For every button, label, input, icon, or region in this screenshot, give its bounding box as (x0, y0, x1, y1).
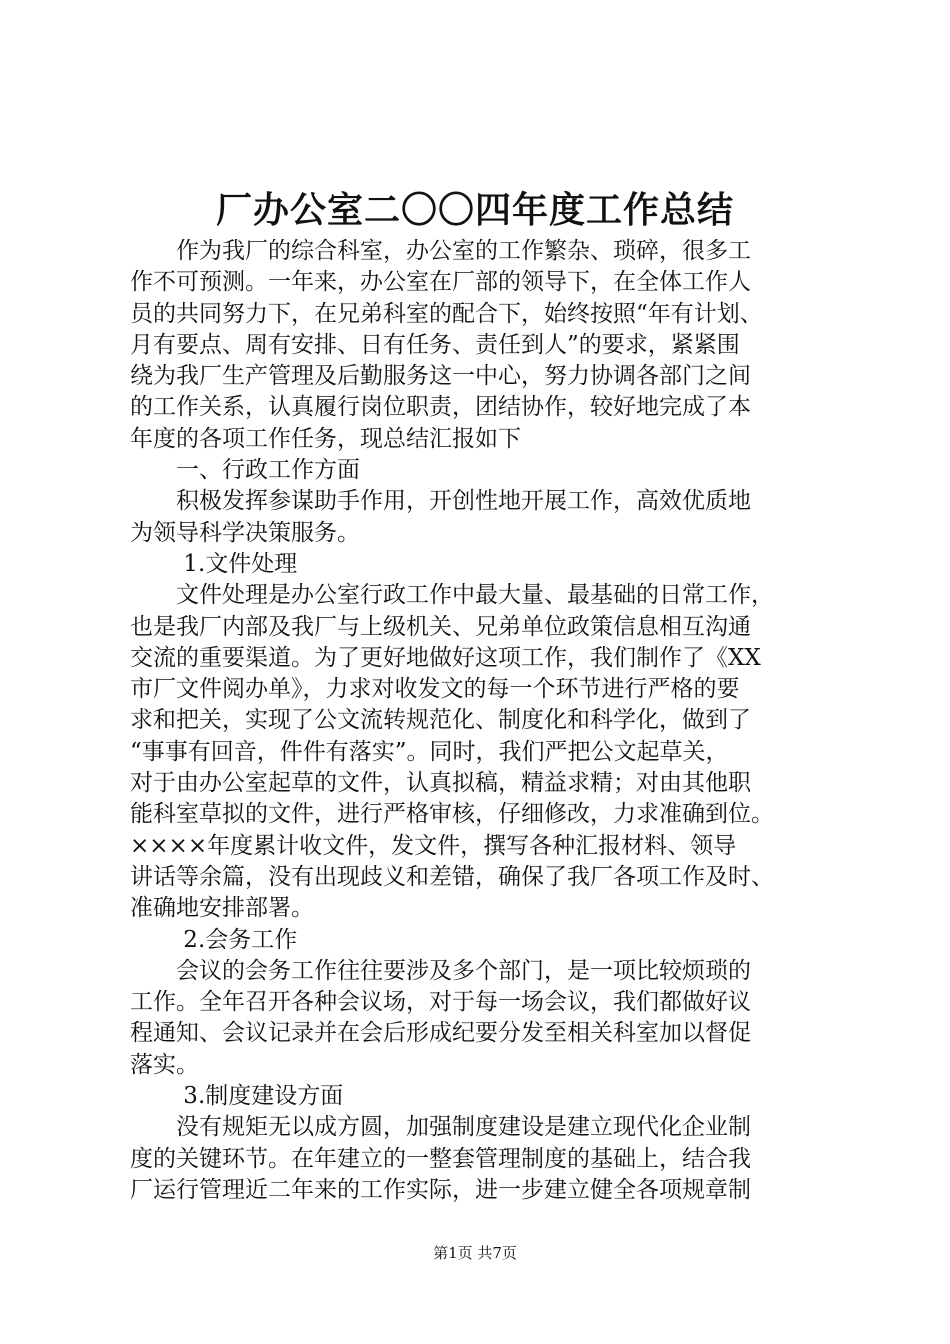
body-line: 能科室草拟的文件，进行严格审核，仔细修改，力求准确到位。 (130, 801, 774, 828)
body-line: 讲话等余篇，没有出现歧义和差错，确保了我厂各项工作及时、 (130, 863, 774, 890)
page-footer: 第1页 共7页 (433, 1244, 517, 1262)
body-line: 度的关键环节。在年建立的一整套管理制度的基础上，结合我 (130, 1145, 751, 1172)
body-line: 程通知、会议记录并在会后形成纪要分发至相关科室加以督促 (130, 1020, 751, 1047)
body-line: 作不可预测。一年来，办公室在厂部的领导下，在全体工作人 (130, 269, 751, 296)
body-line: 文件处理是办公室行政工作中最大量、最基础的日常工作， (130, 582, 774, 609)
body-line: 月有要点、周有安排、日有任务、责任到人”的要求，紧紧围 (130, 331, 740, 358)
body-line: 求和把关，实现了公文流转规范化、制度化和科学化，做到了 (130, 707, 751, 734)
body-line: “事事有回音，件件有落实”。同时，我们严把公文起草关， (130, 738, 729, 765)
document-title: 厂办公室二〇〇四年度工作总结 (215, 189, 734, 231)
body-line: 交流的重要渠道。为了更好地做好这项工作，我们制作了《XX (130, 644, 761, 671)
body-line: 对于由办公室起草的文件，认真拟稿，精益求精；对由其他职 (130, 770, 751, 797)
body-line: 没有规矩无以成方圆，加强制度建设是建立现代化企业制 (130, 1114, 751, 1141)
subheading-system-building: 3.制度建设方面 (130, 1083, 344, 1110)
body-line: 作为我厂的综合科室，办公室的工作繁杂、琐碎，很多工 (130, 238, 751, 264)
body-line: 积极发挥参谋助手作用，开创性地开展工作，高效优质地 (130, 488, 751, 515)
body-line: 落实。 (130, 1051, 199, 1078)
body-line: 的工作关系，认真履行岗位职责，团结协作，较好地完成了本 (130, 394, 751, 421)
document-body (130, 236, 834, 1206)
subheading-file-handling: 1.文件处理 (130, 550, 298, 577)
body-line: 准确地安排部署。 (130, 895, 314, 922)
body-line: 市厂文件阅办单》，力求对收发文的每一个环节进行严格的要 (130, 676, 740, 703)
body-line: 员的共同努力下，在兄弟科室的配合下，始终按照“年有计划、 (130, 300, 763, 327)
body-line: 绕为我厂生产管理及后勤服务这一中心，努力协调各部门之间 (130, 363, 751, 390)
body-line: 工作。全年召开各种会议场，对于每一场会议，我们都做好议 (130, 989, 751, 1016)
body-line: 年度的各项工作任务，现总结汇报如下 (130, 425, 521, 452)
subheading-meeting-work: 2.会务工作 (130, 926, 298, 953)
section-heading-admin: 一、行政工作方面 (130, 457, 360, 484)
body-line: 为领导科学决策服务。 (130, 519, 360, 546)
body-line: 会议的会务工作往往要涉及多个部门，是一项比较烦琐的 (130, 957, 751, 984)
body-line: 也是我厂内部及我厂与上级机关、兄弟单位政策信息相互沟通 (130, 613, 751, 640)
body-line: ××××年度累计收文件，发文件，撰写各种汇报材料、领导 (130, 832, 737, 859)
body-line: 厂运行管理近二年来的工作实际，进一步建立健全各项规章制 (130, 1176, 751, 1203)
